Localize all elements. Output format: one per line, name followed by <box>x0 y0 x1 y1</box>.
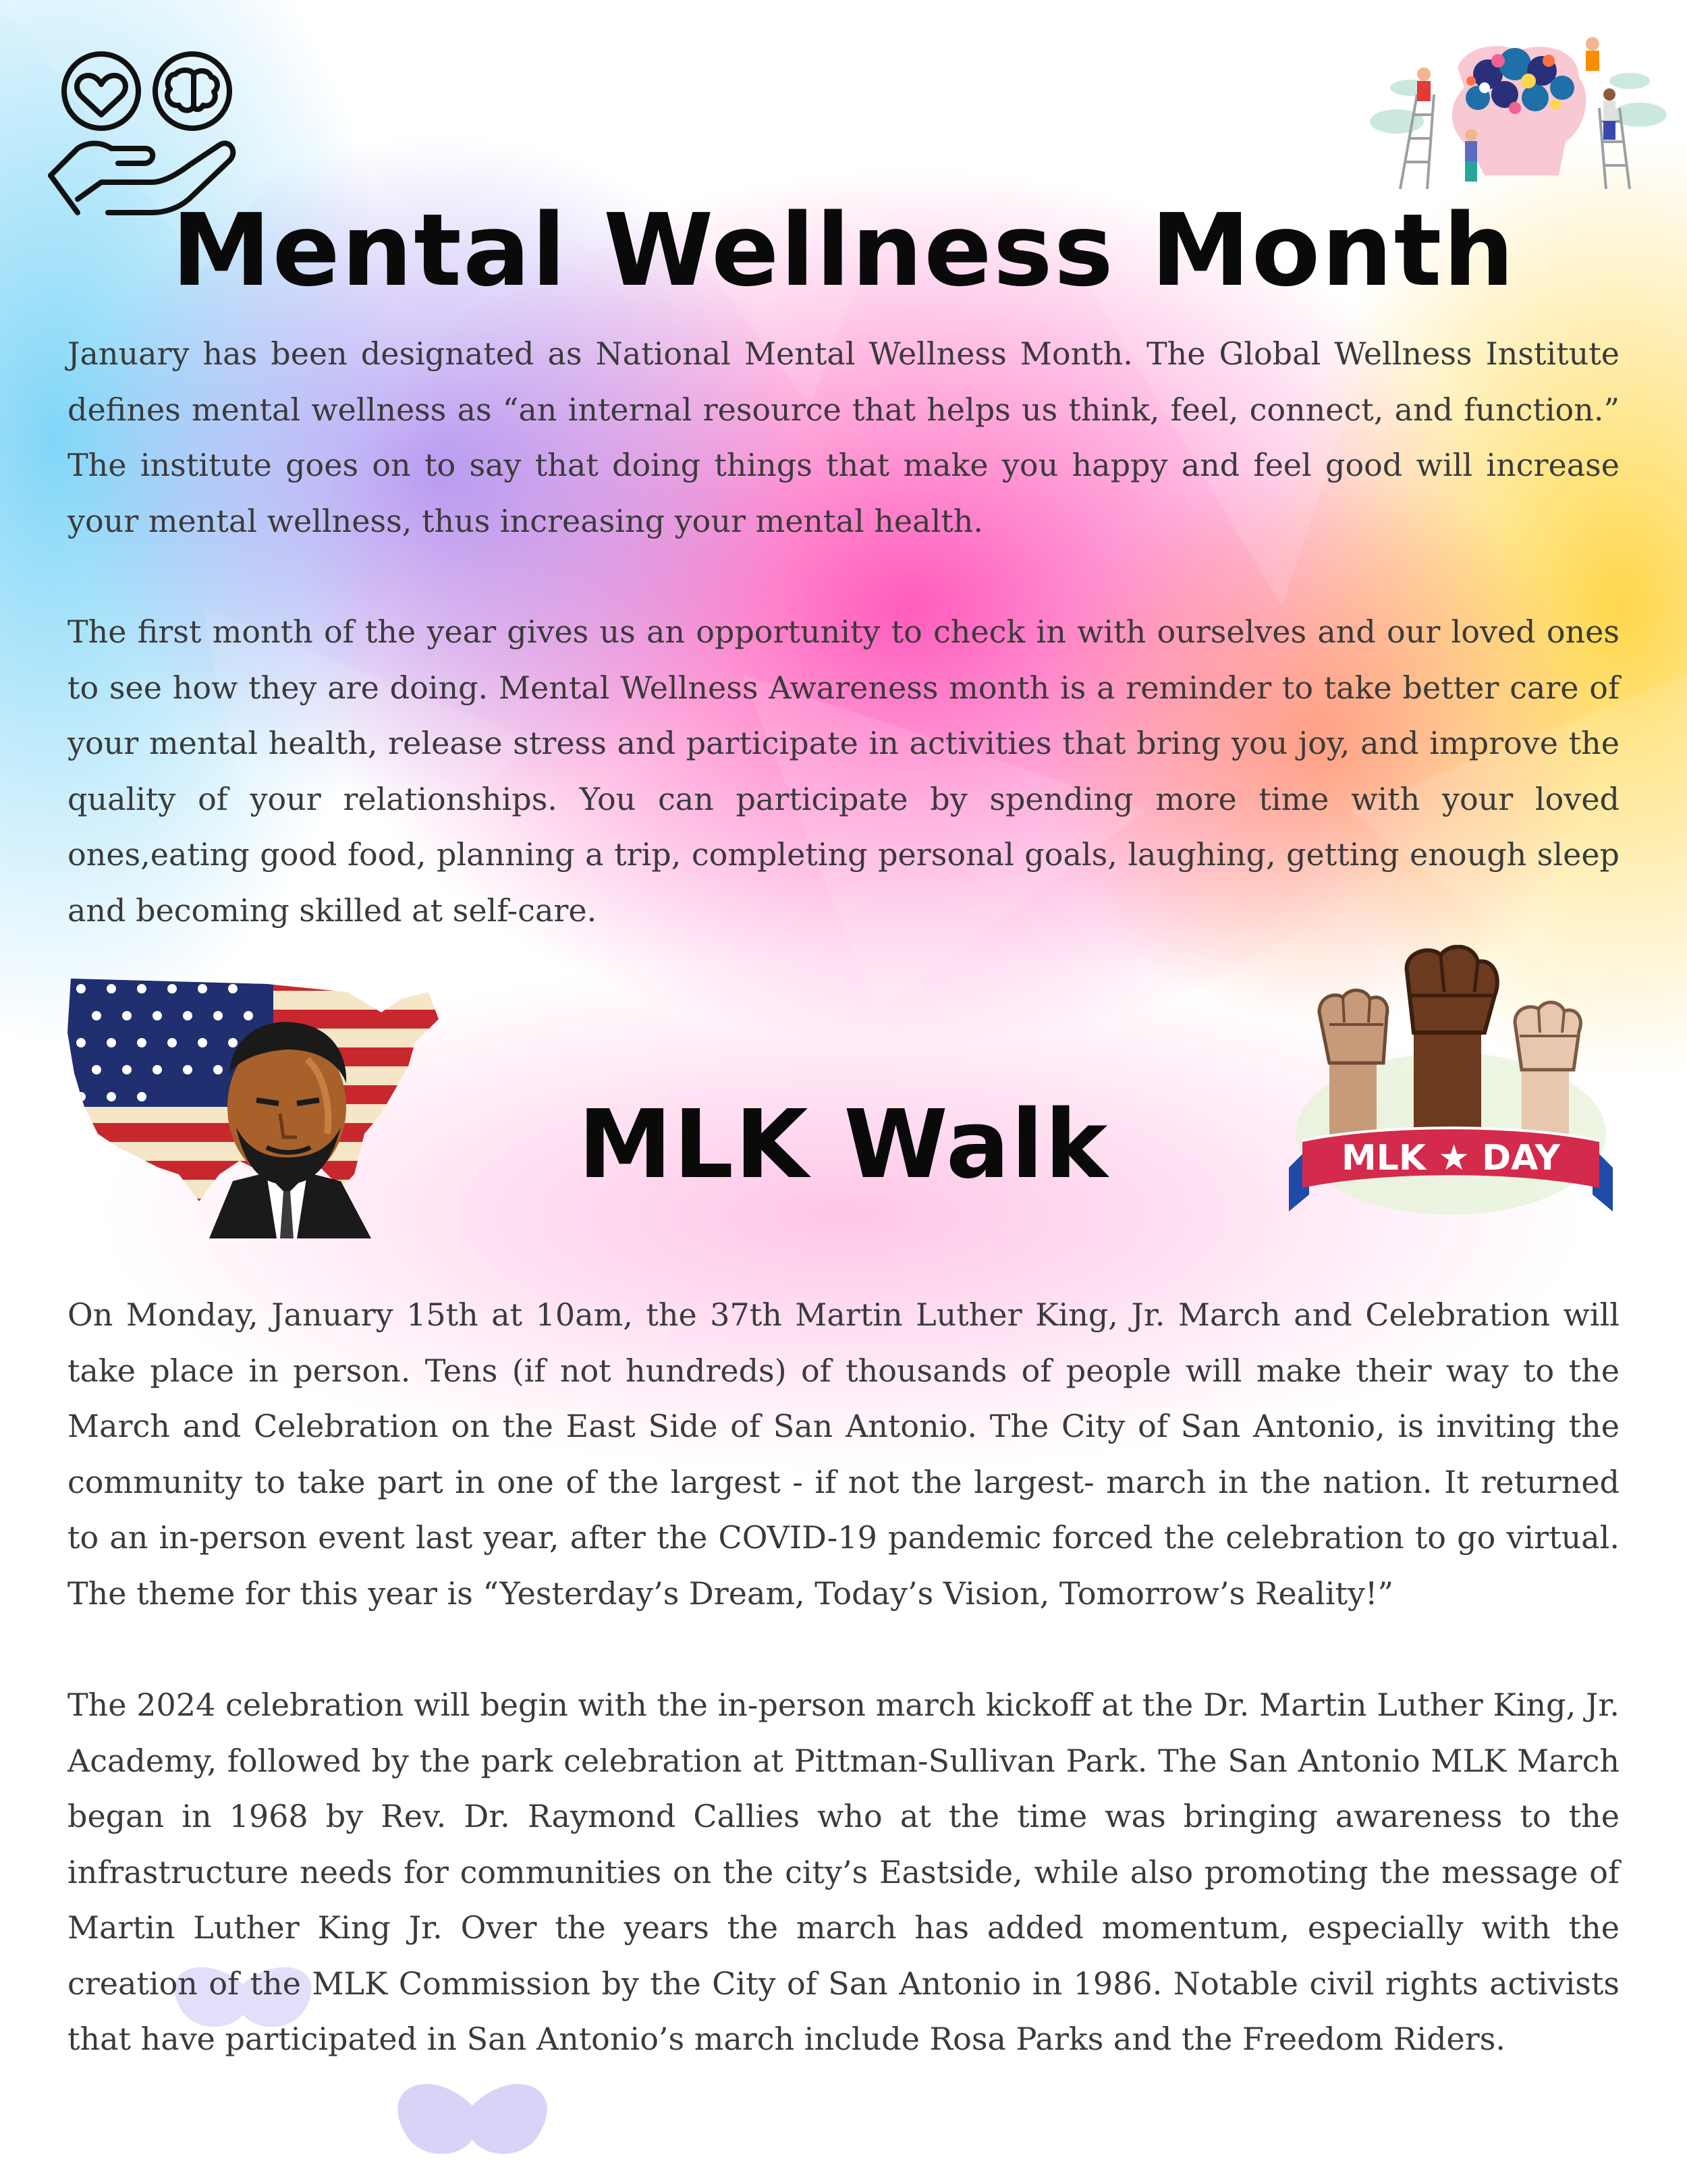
paragraph-mental-wellness-tips: The first month of the year gives us an opportunity to check in with ourselves and our loved ones to see how they are doing. Mental Wellness Awareness month is a reminder to take better care of your mental health, release stress and participate in activities that bring you joy, and improve the quality of your relationships. You can participate by spending more time with your loved ones,eating good food, planning a trip, completing personal goals, laughing, getting enough sleep and becoming skilled at self-care. <box>67 613 1620 929</box>
brain-flowers-illustration <box>1370 13 1667 196</box>
paragraph-mental-wellness-intro: January has been designated as National Mental Wellness Month. The Global Wellness Institute defines mental wellness as “an internal resource that helps us think, feel, connect, and function.” The institute goes on to say that doing things that make you happy and feel good will increase your mental wellness, thus increasing your mental health. <box>67 335 1620 539</box>
heading-mlk-walk: MLK Walk <box>578 1090 1109 1200</box>
heading-mental-wellness-month: Mental Wellness Month <box>171 192 1516 308</box>
mlk-day-banner-text: MLK ★ DAY <box>1341 1138 1561 1178</box>
paragraph-mlk-march-history: The 2024 celebration will begin with the in-person march kickoff at the Dr. Martin Luther King, Jr. Academy, followed by the park celebration at Pittman-Sullivan Park. The San Antonio MLK March began in 1968 by Rev. Dr. Raymond Callies who at the time was bringing awareness to the infrastructure needs for communities on the city’s Eastside, while also promoting the message of Martin Luther King Jr. Over the years the march has added momentum, especially with the creation of the MLK Commission by the City of San Antonio in 1986. Notable civil rights activists that have participated in San Antonio’s march include Rosa Parks and the Freedom Riders. <box>67 1687 1620 2057</box>
paragraph-mlk-march-details: On Monday, January 15th at 10am, the 37th Martin Luther King, Jr. March and Celebration will take place in person. Tens (if not hundreds) of thousands of people will make their way to the March and Celebration on the East Side of San Antonio. The City of San Antonio, is inviting the community to take part in one of the largest - if not the largest- march in the nation. It returned to an in-person event last year, after the COVID-19 pandemic forced the celebration to go virtual. The theme for this year is “Yesterday’s Dream, Today’s Vision, Tomorrow’s Reality!” <box>67 1296 1620 1612</box>
raised-fists-illustration <box>1282 945 1620 1222</box>
